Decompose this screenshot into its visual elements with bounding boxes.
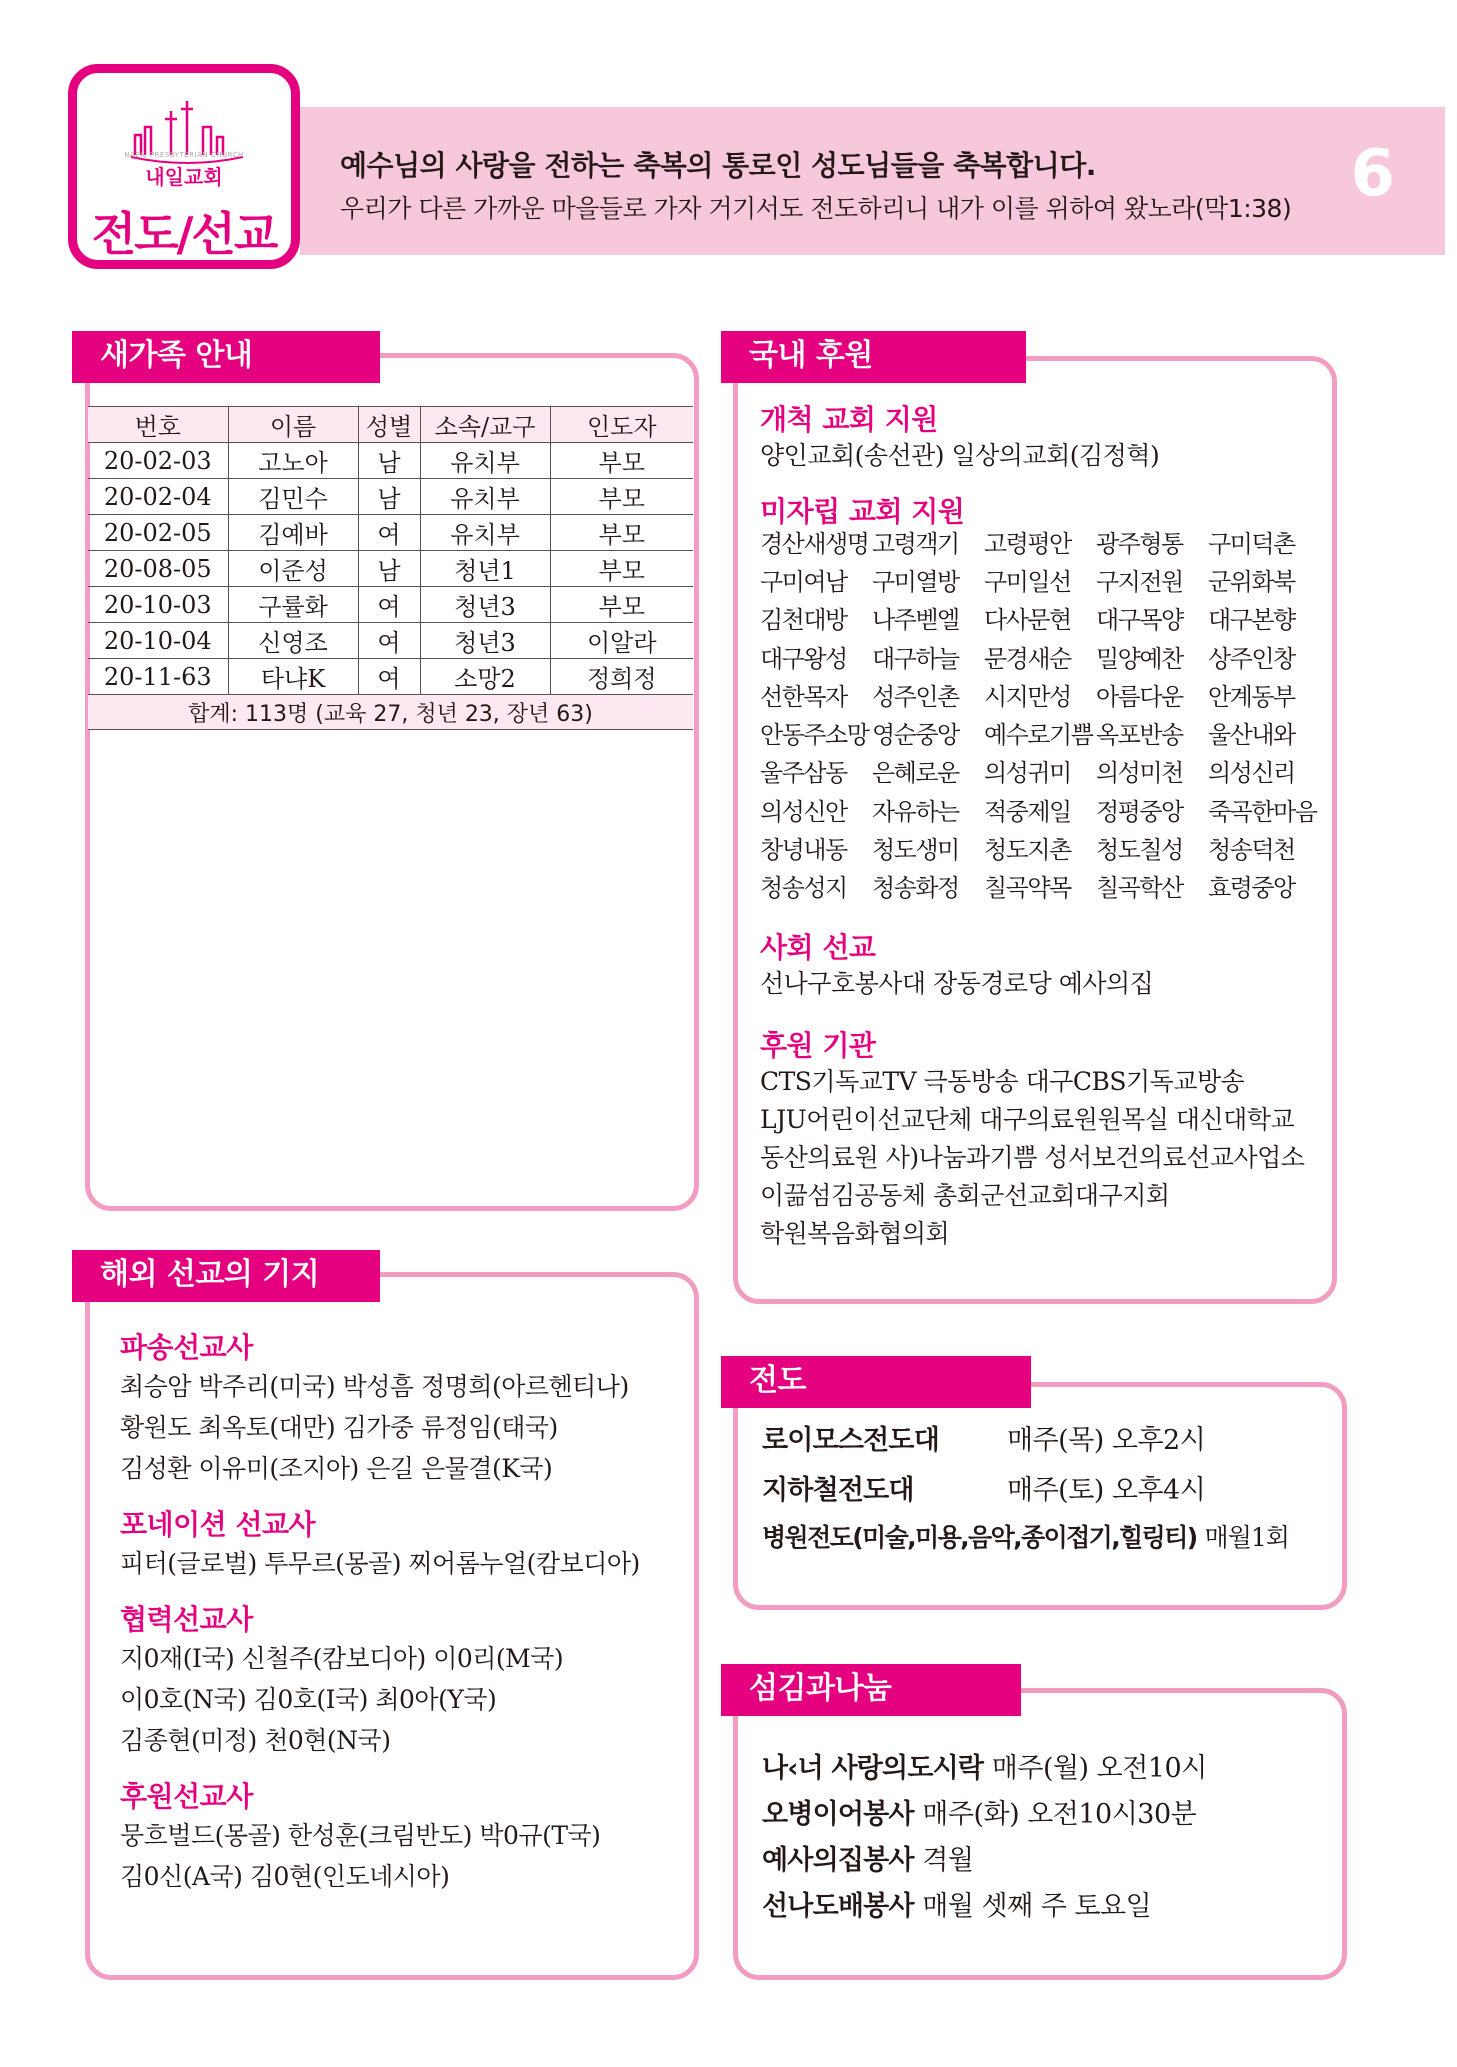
- sharing-label: 선나도배봉사: [762, 1891, 914, 1922]
- church-name: 밀양예찬: [1096, 644, 1183, 673]
- cell-number: 20-11-63: [88, 659, 228, 695]
- church-name: 대구목양: [1096, 606, 1183, 635]
- church-name: 경산새생명: [760, 529, 869, 558]
- cell-guide: 부모: [550, 587, 693, 623]
- cell-number: 20-02-04: [88, 479, 228, 515]
- social-mission-title: 사회 선교: [760, 931, 876, 964]
- support-org-title: 후원 기관: [760, 1029, 876, 1062]
- cell-guide: 부모: [550, 515, 693, 551]
- cell-group: 유치부: [420, 515, 550, 551]
- church-name: 고령평안: [984, 529, 1071, 558]
- overseas-content: [120, 1326, 680, 1897]
- support-org-line: 학원복음화협의회: [760, 1219, 950, 1248]
- church-name: 대구왕성: [760, 644, 847, 673]
- missionary-line: 김0신(A국) 김0현(인도네시아): [120, 1862, 450, 1891]
- church-name: 의성귀미: [984, 759, 1071, 788]
- list-item: [760, 867, 1320, 905]
- cell-number: 20-02-03: [88, 443, 228, 479]
- column-header: 성별: [358, 407, 420, 443]
- cell-name: 김민수: [228, 479, 358, 515]
- cell-group: 유치부: [420, 479, 550, 515]
- social-mission-text: 선나구호봉사대 장동경로당 예사의집: [760, 969, 1154, 998]
- formation-missionary-title: 포네이션 선교사: [120, 1508, 316, 1541]
- church-grid: [760, 522, 1320, 905]
- church-name: 청도칠성: [1096, 836, 1183, 865]
- church-name: 구미여남: [760, 567, 847, 596]
- church-name: 고령객기: [872, 529, 959, 558]
- list-item: [760, 560, 1320, 598]
- support-org-line: LJU어린이선교단체 대구의료원원목실 대신대학교: [760, 1105, 1295, 1134]
- evangelism-schedule: 매주(목) 오후2시: [1007, 1425, 1206, 1456]
- sharing-schedule: 매주(화) 오전10시30분: [922, 1799, 1197, 1830]
- tab-service-sharing: 섬김과나눔: [721, 1664, 1021, 1716]
- table-row: [88, 587, 693, 623]
- church-name: 나주벧엘: [872, 606, 959, 635]
- church-name: 청송화정: [872, 874, 959, 903]
- church-name: 울주삼동: [760, 759, 847, 788]
- sent-missionary-title: 파송선교사: [120, 1331, 253, 1364]
- church-name: 대구하늘: [872, 644, 959, 673]
- church-name: 구미열방: [872, 567, 959, 596]
- church-name: 대구본향: [1208, 606, 1295, 635]
- church-name: 구지전원: [1096, 567, 1183, 596]
- logo-badge: [68, 64, 300, 269]
- tab-evangelism: 전도: [721, 1356, 1031, 1408]
- cell-name: 구률화: [228, 587, 358, 623]
- church-name: 영순중앙: [872, 721, 959, 750]
- cell-guide: 정희정: [550, 659, 693, 695]
- table-total-row: [88, 695, 693, 730]
- cell-number: 20-10-04: [88, 623, 228, 659]
- church-name: 예수로기쁨: [984, 721, 1093, 750]
- pioneer-text: 양인교회(송선관) 일상의교회(김정혁): [760, 441, 1160, 470]
- church-name: 상주인창: [1208, 644, 1295, 673]
- section-title: 전도/선교: [91, 207, 277, 261]
- sharing-schedule: 매주(월) 오전10시: [991, 1753, 1207, 1784]
- support-org-line: 이끎섬김공동체 총회군선교회대구지회: [760, 1181, 1170, 1210]
- cell-group: 유치부: [420, 443, 550, 479]
- table-row: [88, 515, 693, 551]
- list-item: [760, 713, 1320, 751]
- church-name: 아름다운: [1096, 682, 1183, 711]
- logo-subtitle: NAEIL PRESBYTERIAN CHURCH: [124, 151, 244, 159]
- table-header-row: [88, 407, 693, 443]
- cell-number: 20-08-05: [88, 551, 228, 587]
- list-item: [760, 637, 1320, 675]
- list-item: [760, 599, 1320, 637]
- evangelism-item: [762, 1418, 1205, 1457]
- church-name: 창녕내동: [760, 836, 847, 865]
- list-item: [760, 675, 1320, 713]
- logo-name: 내일교회: [145, 165, 223, 189]
- column-header: 번호: [88, 407, 228, 443]
- church-name: 성주인촌: [872, 682, 959, 711]
- church-name: 김천대방: [760, 606, 847, 635]
- sharing-label: 나‹너 사랑의도시락: [762, 1753, 984, 1784]
- new-family-table: [88, 406, 693, 730]
- partner-missionary-title: 협력선교사: [120, 1603, 253, 1636]
- table-row: [88, 623, 693, 659]
- cell-gender: 여: [358, 515, 420, 551]
- cell-guide: 부모: [550, 443, 693, 479]
- cell-name: 김예바: [228, 515, 358, 551]
- missionary-line: 최승암 박주리(미국) 박성흠 정명희(아르헨티나): [120, 1372, 629, 1401]
- list-item: [760, 828, 1320, 866]
- missionary-line: 뭉흐벌드(몽골) 한성훈(크림반도) 박0규(T국): [120, 1821, 601, 1850]
- missionary-line: 지0재(I국) 신철주(캄보디아) 이0리(M국): [120, 1644, 564, 1673]
- page-number: 6: [1350, 137, 1395, 211]
- cell-group: 소망2: [420, 659, 550, 695]
- sharing-schedule: 매월 셋째 주 토요일: [922, 1891, 1152, 1922]
- church-name: 구미일선: [984, 567, 1071, 596]
- church-name: 광주형통: [1096, 529, 1183, 558]
- church-name: 정평중앙: [1096, 797, 1183, 826]
- sharing-item: [762, 1838, 973, 1877]
- church-name: 다사문현: [984, 606, 1071, 635]
- cell-group: 청년1: [420, 551, 550, 587]
- church-name: 청송덕천: [1208, 836, 1295, 865]
- list-item: [760, 790, 1320, 828]
- church-name: 청송성지: [760, 874, 847, 903]
- evangelism-label: 로이모스전도대: [762, 1425, 939, 1456]
- evangelism-schedule: 매월1회: [1204, 1523, 1289, 1552]
- support-org-line: CTS기독교TV 극동방송 대구CBS기독교방송: [760, 1067, 1245, 1096]
- table-row: [88, 659, 693, 695]
- cell-gender: 남: [358, 551, 420, 587]
- missionary-line: 이0호(N국) 김0호(I국) 최0아(Y국): [120, 1685, 497, 1714]
- cell-guide: 이알라: [550, 623, 693, 659]
- church-name: 선한목자: [760, 682, 847, 711]
- cell-gender: 여: [358, 587, 420, 623]
- support-missionary-title: 후원선교사: [120, 1780, 253, 1813]
- church-name: 칠곡학산: [1096, 874, 1183, 903]
- column-header: 인도자: [550, 407, 693, 443]
- church-name: 은혜로운: [872, 759, 959, 788]
- missionary-line: 김성환 이유미(조지아) 은길 은물결(K국): [120, 1454, 553, 1483]
- church-name: 구미덕촌: [1208, 529, 1295, 558]
- cell-guide: 부모: [550, 551, 693, 587]
- total-count: 합계: 113명 (교육 27, 청년 23, 장년 63): [88, 695, 693, 730]
- church-name: 청도지촌: [984, 836, 1071, 865]
- cell-gender: 여: [358, 659, 420, 695]
- evangelism-schedule: 매주(토) 오후4시: [1007, 1475, 1206, 1506]
- cell-number: 20-02-05: [88, 515, 228, 551]
- church-name: 효령중앙: [1208, 874, 1295, 903]
- table-row: [88, 551, 693, 587]
- banner-verse: 우리가 다른 가까운 마을들로 가자 거기서도 전도하리니 내가 이를 위하여 왔노라(막1:38): [340, 194, 1292, 223]
- cell-guide: 부모: [550, 479, 693, 515]
- church-name: 적중제일: [984, 797, 1071, 826]
- sharing-schedule: 격월: [922, 1845, 974, 1876]
- sharing-label: 예사의집봉사: [762, 1845, 914, 1876]
- church-name: 시지만성: [984, 682, 1071, 711]
- evangelism-item: [762, 1518, 1289, 1554]
- cell-gender: 남: [358, 479, 420, 515]
- support-org-list: [760, 1062, 1304, 1252]
- church-name: 청도생미: [872, 836, 959, 865]
- church-name: 옥포반송: [1096, 721, 1183, 750]
- church-name: 칠곡약목: [984, 874, 1071, 903]
- tab-domestic-support: 국내 후원: [721, 331, 1026, 383]
- evangelism-label: 지하철전도대: [762, 1475, 914, 1506]
- cell-gender: 남: [358, 443, 420, 479]
- cell-group: 청년3: [420, 623, 550, 659]
- church-name: 문경새순: [984, 644, 1071, 673]
- church-name: 안계동부: [1208, 682, 1295, 711]
- sharing-item: [762, 1884, 1151, 1923]
- church-name: 의성미천: [1096, 759, 1183, 788]
- evangelism-label: 병원전도(미술,미용,음악,종이접기,힐링티): [762, 1523, 1197, 1552]
- missionary-line: 피터(글로벌) 투무르(몽골) 찌어롬누얼(캄보디아): [120, 1549, 640, 1578]
- missionary-line: 황원도 최옥토(대만) 김가중 류정임(태국): [120, 1413, 558, 1442]
- church-name: 의성신안: [760, 797, 847, 826]
- sharing-item: [762, 1792, 1196, 1831]
- tab-new-family: 새가족 안내: [72, 331, 380, 383]
- table-row: [88, 479, 693, 515]
- column-header: 이름: [228, 407, 358, 443]
- unsettled-title: 미자립 교회 지원: [760, 495, 965, 528]
- cell-name: 신영조: [228, 623, 358, 659]
- service-sharing-panel: [733, 1688, 1347, 1980]
- church-name: 군위화북: [1208, 567, 1295, 596]
- tab-overseas-mission: 해외 선교의 기지: [72, 1250, 380, 1302]
- church-name: 울산내와: [1208, 721, 1295, 750]
- column-header: 소속/교구: [420, 407, 550, 443]
- header-banner: [300, 107, 1445, 255]
- cell-gender: 여: [358, 623, 420, 659]
- cell-number: 20-10-03: [88, 587, 228, 623]
- sharing-label: 오병이어봉사: [762, 1799, 914, 1830]
- church-name: 죽곡한마음: [1208, 797, 1317, 826]
- support-org-line: 동산의료원 사)나눔과기쁨 성서보건의료선교사업소: [760, 1143, 1305, 1172]
- cell-name: 타냐K: [228, 659, 358, 695]
- cell-name: 고노아: [228, 443, 358, 479]
- church-name: 의성신리: [1208, 759, 1295, 788]
- church-name: 안동주소망: [760, 721, 869, 750]
- sharing-item: [762, 1746, 1207, 1785]
- church-name: 자유하는: [872, 797, 959, 826]
- evangelism-item: [762, 1468, 1205, 1507]
- missionary-line: 김종현(미정) 천0현(N국): [120, 1726, 391, 1755]
- list-item: [760, 522, 1320, 560]
- cell-group: 청년3: [420, 587, 550, 623]
- table-row: [88, 443, 693, 479]
- pioneer-title: 개척 교회 지원: [760, 403, 938, 436]
- cell-name: 이준성: [228, 551, 358, 587]
- list-item: [760, 752, 1320, 790]
- banner-headline: 예수님의 사랑을 전하는 축복의 통로인 성도님들을 축복합니다.: [340, 149, 1096, 182]
